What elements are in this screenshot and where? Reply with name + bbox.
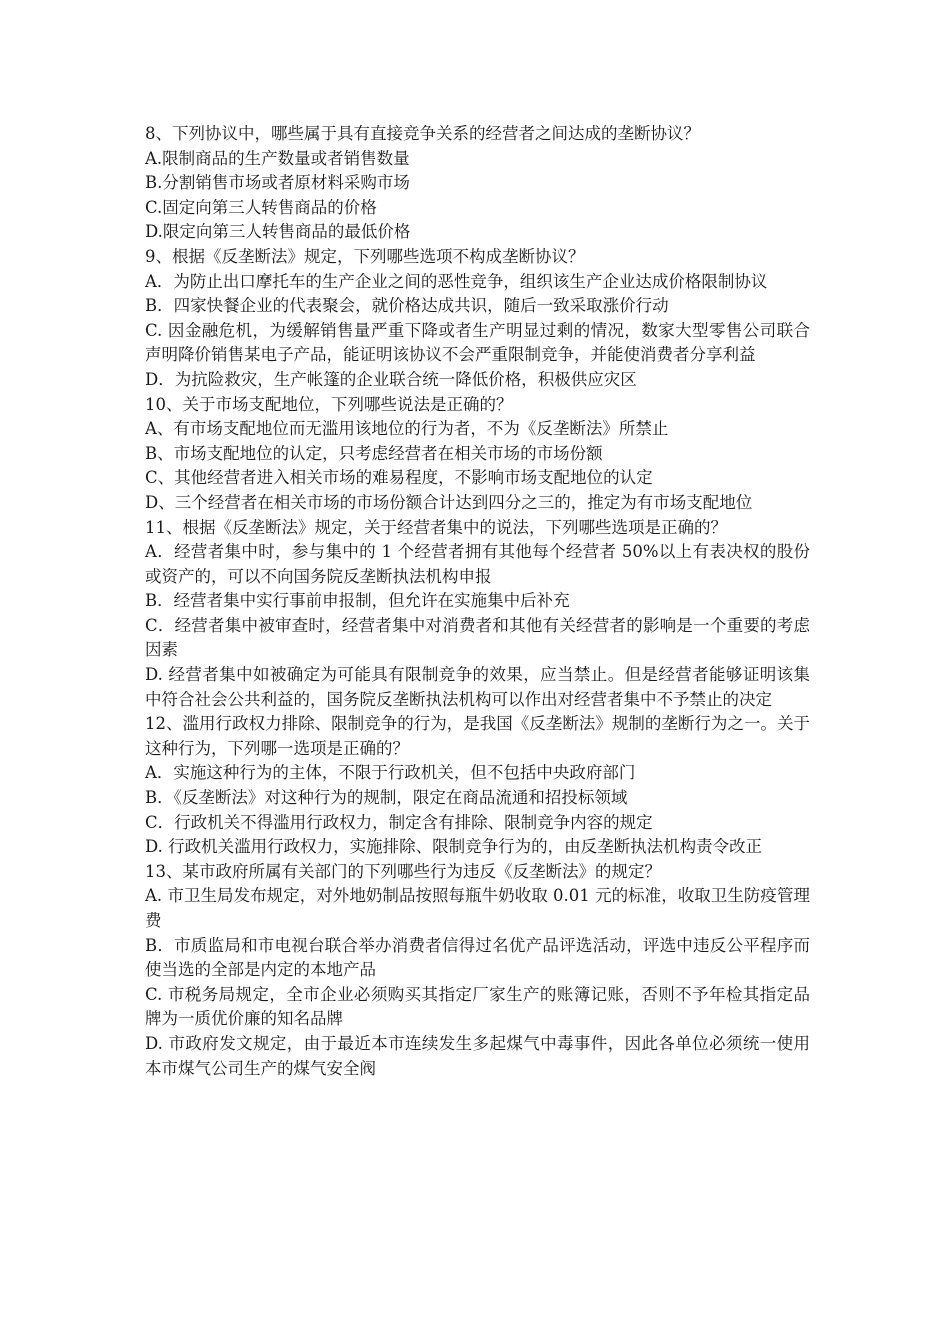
option-b: B.分割销售市场或者原材料采购市场 [145,173,410,193]
option-c: C. 因金融危机，为缓解销售量严重下降或者生产明显过剩的情况，数家大型零售公司联合声明降价销售某电子产品，能证明该协议不会严重限制竞争，并能使消费者分享利益 [145,320,810,365]
option-b: B．《反垄断法》对这种行为的规制，限定在商品流通和招投标领域 [145,788,628,808]
option-d: D.限定向第三人转售商品的最低价格 [145,222,411,242]
option-d: D．为抗险救灾，生产帐篷的企业联合统一降低价格，积极供应灾区 [145,369,637,389]
option-d: D. 行政机关滥用行政权力，实施排除、限制竞争行为的，由反垄断执法机构责令改正 [145,837,763,857]
question-12 [145,712,810,860]
option-c: C．行政机关不得滥用行政权力，制定含有排除、限制竞争内容的规定 [145,812,653,832]
question-stem: 9、根据《反垄断法》规定，下列哪些选项不构成垄断协议？ [145,246,585,266]
question-11 [145,516,810,713]
question-stem: 11、根据《反垄断法》规定，关于经营者集中的说法，下列哪些选项是正确的？ [145,517,727,537]
question-13 [145,860,810,1081]
option-b: B．市质监局和市电视台联合举办消费者信得过名优产品评选活动，评选中违反公平程序而使当选的全部是内定的本地产品 [145,935,810,980]
question-stem: 12、滥用行政权力排除、限制竞争的行为，是我国《反垄断法》规制的垄断行为之一。关于这种行为，下列哪一选项是正确的？ [145,714,810,758]
option-a: A、有市场支配地位而无滥用该地位的行为者，不为《反垄断法》所禁止 [145,419,669,439]
option-d: D. 市政府发文规定，由于最近本市连续发生多起煤气中毒事件，因此各单位必须统一使用本市煤气公司生产的煤气安全阀 [145,1033,810,1078]
question-10 [145,393,810,516]
option-b: B．四家快餐企业的代表聚会，就价格达成共识，随后一致采取涨价行动 [145,296,669,316]
option-a: A.限制商品的生产数量或者销售数量 [145,148,410,168]
question-8 [145,122,810,245]
option-c: C．经营者集中被审查时，经营者集中对消费者和其他有关经营者的影响是一个重要的考虑因素 [145,615,810,660]
question-stem: 13、某市政府所属有关部门的下列哪些行为违反《反垄断法》的规定？ [145,861,661,881]
option-d: D、三个经营者在相关市场的市场份额合计达到四分之三的，推定为有市场支配地位 [145,492,753,512]
option-b: B．经营者集中实行事前申报制，但允许在实施集中后补充 [145,591,570,611]
option-a: A．为防止出口摩托车的生产企业之间的恶性竞争，组织该生产企业达成价格限制协议 [145,271,768,291]
option-a: A．实施这种行为的主体，不限于行政机关，但不包括中央政府部门 [145,763,636,783]
option-c: C.固定向第三人转售商品的价格 [145,197,377,217]
document-page [145,122,810,1081]
question-9 [145,245,810,393]
option-a: A. 市卫生局发布规定，对外地奶制品按照每瓶牛奶收取 0.01 元的标准，收取卫生防疫管理费 [145,886,810,930]
option-a: A．经营者集中时，参与集中的 1 个经营者拥有其他每个经营者 50%以上有表决权的股份或资产的，可以不向国务院反垄断执法机构申报 [145,542,810,586]
option-c: C、其他经营者进入相关市场的难易程度，不影响市场支配地位的认定 [145,468,653,488]
option-b: B、市场支配地位的认定，只考虑经营者在相关市场的市场份额 [145,443,603,463]
question-stem: 10、关于市场支配地位，下列哪些说法是正确的？ [145,394,513,414]
option-c: C. 市税务局规定，全市企业必须购买其指定厂家生产的账簿记账，否则不予年检其指定品牌为一质优价廉的知名品牌 [145,984,810,1029]
option-d: D. 经营者集中如被确定为可能具有限制竞争的效果，应当禁止。但是经营者能够证明该集中符合社会公共利益的，国务院反垄断执法机构可以作出对经营者集中不予禁止的决定 [145,665,810,709]
question-stem: 8、下列协议中，哪些属于具有直接竞争关系的经营者之间达成的垄断协议？ [145,124,700,143]
